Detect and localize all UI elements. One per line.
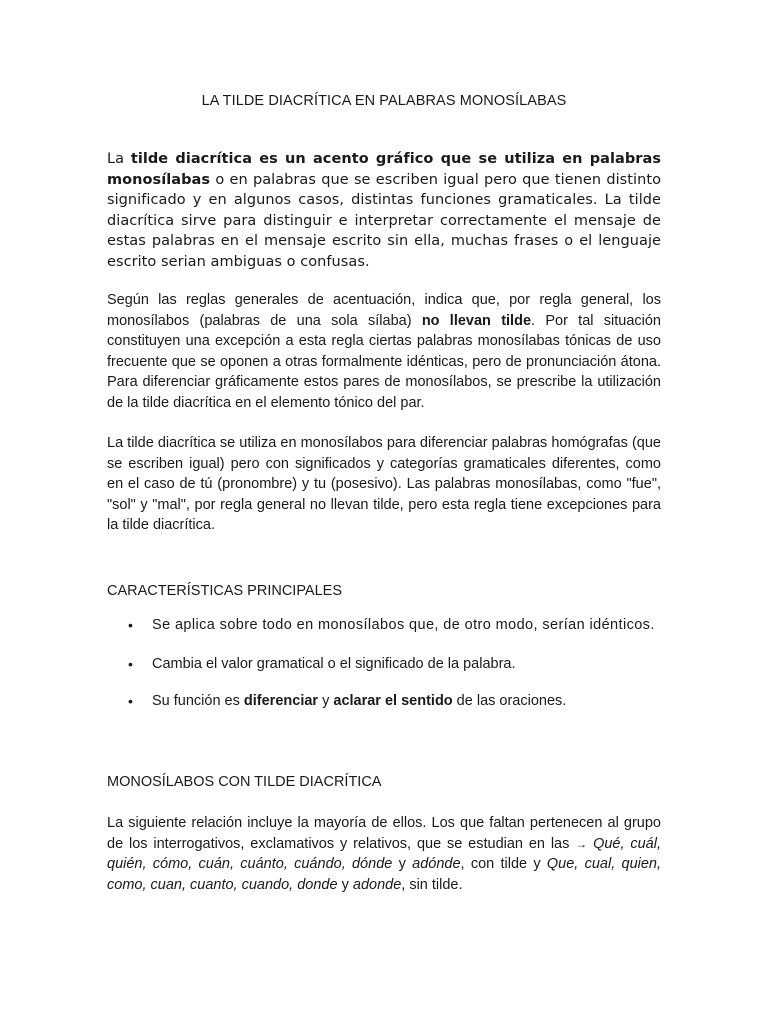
p4-italic-adonde: adonde [352,876,402,893]
bullet-text-2: Cambia el valor gramatical o el significado de la palabra. [152,655,516,672]
bullet-icon: • [128,655,133,672]
bullet-text-3c: y [318,693,334,709]
p2-text-c: . Por tal situación constituyen una excepción a esta regla ciertas palabras monosílabas tónicas de uso frecuente que se oponen a otras formalmente idénticas, pero de pronunciación átona. Para diferenciar gráficamente estos pares de monosílabos, se prescribe la utilización de la tilde diacrítica en el elemento tónico del par. [107,312,661,411]
p1-bold-definition: tilde diacrítica es un acento gráfico que se utiliza en palabras monosílabas [107,151,661,188]
p4-italic-without-tilde: Que, cual, quien, como, cuan, cuanto, cuando, donde [107,856,662,893]
p4-italic-adonde-tilde: adónde [412,856,461,872]
heading-caracteristicas: CARACTERÍSTICAS PRINCIPALES [107,583,343,599]
bullet-icon: • [128,693,133,709]
p4-text-g: y [337,876,353,893]
characteristics-list [107,615,661,712]
p1-text-c: o en palabras que se escriben igual pero que tienen distinto significado y en algunos casos, distintas funciones gramaticales. La tilde diacrítica sirve para distinguir e interpretar correctamente el mensaje de estas palabras en el mensaje escrito sin ella, muchas frases o el lenguaje escrito serian ambiguas o confusas. [107,171,661,270]
paragraph-definition [107,149,661,272]
p4-text-e: , con tilde y [460,856,547,872]
p4-text-a: La siguiente relación incluye la mayoría de ellos. Los que faltan pertenecen al grupo de los interrogativos, exclamativos y relativos, que se estudian en las [107,815,661,852]
list-item [107,654,661,675]
bullet-bold-diferenciar: diferenciar [243,693,319,709]
paragraph-list-intro [107,813,661,895]
bullet-bold-aclarar: aclarar el sentido [333,693,453,709]
document-title: LA TILDE DIACRÍTICA EN PALABRAS MONOSÍLABAS [201,93,567,109]
list-item [107,691,661,712]
p4-italic-with-tilde: Qué, cuál, quién, cómo, cuán, cuánto, cuándo, dónde [107,835,661,872]
p1-text-a: La [107,151,131,167]
p4-text-c: y [392,856,413,872]
p4-text-i: , sin tilde. [401,876,463,893]
heading-monosilabos: MONOSÍLABOS CON TILDE DIACRÍTICA [107,774,382,790]
arrow-right-icon: → [575,836,588,851]
bullet-text-3a: Su función es [152,693,244,709]
list-item [107,615,661,636]
bullet-text-3e: de las oraciones. [452,693,567,709]
bullet-text-1: Se aplica sobre todo en monosílabos que, de otro modo, serían idénticos. [152,617,655,633]
paragraph-rules [107,290,661,413]
paragraph-usage: La tilde diacrítica se utiliza en monosílabos para diferenciar palabras homógrafas (que se escriben igual) pero con significados y categorías gramaticales diferentes, como en el caso de tú (pronombre) y tu (posesivo). Las palabras monosílabas, como "fue", "sol" y "mal", por regla general no llevan tilde, pero esta regla tiene excepciones para la tilde diacrítica. [107,435,661,533]
p2-text-a: Según las reglas generales de acentuación, indica que, por regla general, los monosílabos (palabras de una sola sílaba) [107,292,661,329]
bullet-icon: • [128,617,134,633]
p2-bold-no-llevan-tilde: no llevan tilde [421,312,532,329]
